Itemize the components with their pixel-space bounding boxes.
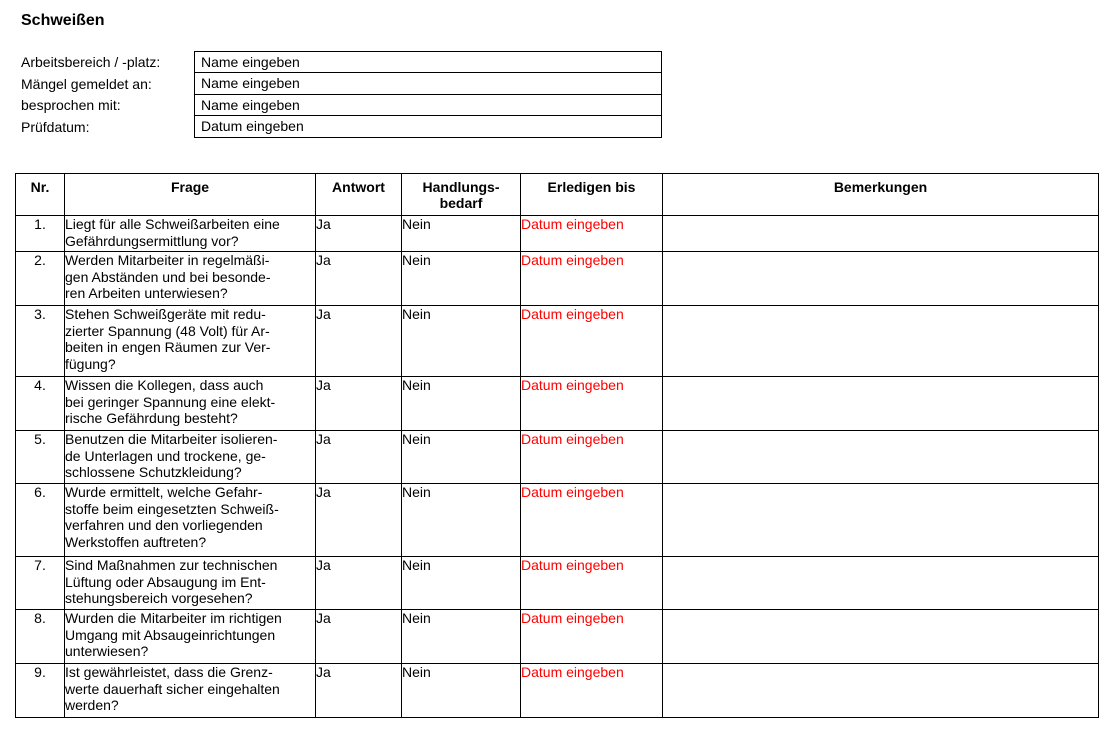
row-number: 5. bbox=[16, 431, 65, 484]
question-line: de Unterlagen und trockene, ge- bbox=[65, 447, 266, 464]
meta-label-maengel: Mängel gemeldet an: bbox=[21, 76, 152, 92]
question-line: verfahren und den vorliegenden bbox=[65, 517, 263, 533]
question-cell bbox=[65, 664, 316, 718]
question-line: Ist gewährleistet, dass die Grenz- bbox=[65, 664, 273, 680]
row-number: 7. bbox=[16, 557, 65, 610]
table-row bbox=[16, 216, 1099, 252]
remarks-field[interactable] bbox=[663, 252, 1099, 306]
question-line: Umgang mit Absaugeinrichtungen bbox=[65, 626, 276, 643]
row-number: 1. bbox=[16, 216, 65, 252]
maengel-gemeldet-field[interactable]: Name eingeben bbox=[194, 73, 662, 95]
answer-field[interactable]: Ja bbox=[316, 484, 402, 557]
question-line: beiten in engen Räumen zur Ver- bbox=[65, 339, 271, 355]
question-cell bbox=[65, 557, 316, 610]
question-line: Sind Maßnahmen zur technischen bbox=[65, 557, 278, 573]
answer-field[interactable]: Ja bbox=[316, 252, 402, 306]
question-cell bbox=[65, 377, 316, 431]
row-number: 2. bbox=[16, 252, 65, 306]
question-line: stoffe beim eingesetzten Schweiß- bbox=[65, 500, 279, 517]
table-row bbox=[16, 377, 1099, 431]
table-row bbox=[16, 252, 1099, 306]
action-needed-field[interactable]: Nein bbox=[402, 306, 521, 377]
due-date-field[interactable]: Datum eingeben bbox=[521, 377, 663, 431]
table-row bbox=[16, 557, 1099, 610]
table-header-row bbox=[16, 174, 1099, 216]
action-needed-field[interactable]: Nein bbox=[402, 664, 521, 718]
header-handlungsbedarf bbox=[402, 174, 521, 216]
besprochen-mit-field[interactable]: Name eingeben bbox=[194, 95, 662, 116]
due-date-field[interactable]: Datum eingeben bbox=[521, 664, 663, 718]
question-line: Liegt für alle Schweißarbeiten eine bbox=[65, 216, 280, 232]
action-needed-field[interactable]: Nein bbox=[402, 557, 521, 610]
row-number: 4. bbox=[16, 377, 65, 431]
question-line: werte dauerhaft sicher eingehalten bbox=[65, 680, 280, 697]
remarks-field[interactable] bbox=[663, 431, 1099, 484]
header-handlungsbedarf-line1: Handlungs- bbox=[422, 179, 500, 195]
question-line: stehungsbereich vorgesehen? bbox=[65, 590, 253, 606]
table-row bbox=[16, 664, 1099, 718]
due-date-field[interactable]: Datum eingeben bbox=[521, 557, 663, 610]
question-line: schlossene Schutzkleidung? bbox=[65, 464, 242, 480]
remarks-field[interactable] bbox=[663, 557, 1099, 610]
action-needed-field[interactable]: Nein bbox=[402, 377, 521, 431]
row-number: 6. bbox=[16, 484, 65, 557]
remarks-field[interactable] bbox=[663, 610, 1099, 664]
answer-field[interactable]: Ja bbox=[316, 664, 402, 718]
remarks-field[interactable] bbox=[663, 484, 1099, 557]
header-erledigen-bis: Erledigen bis bbox=[521, 174, 663, 216]
due-date-field[interactable]: Datum eingeben bbox=[521, 216, 663, 252]
remarks-field[interactable] bbox=[663, 664, 1099, 718]
answer-field[interactable]: Ja bbox=[316, 610, 402, 664]
question-line: bei geringer Spannung eine elekt- bbox=[65, 393, 276, 410]
answer-field[interactable]: Ja bbox=[316, 216, 402, 252]
question-line: fügung? bbox=[65, 355, 116, 372]
question-cell bbox=[65, 610, 316, 664]
question-cell bbox=[65, 252, 316, 306]
meta-label-arbeitsbereich: Arbeitsbereich / -platz: bbox=[21, 54, 161, 70]
answer-field[interactable]: Ja bbox=[316, 431, 402, 484]
remarks-field[interactable] bbox=[663, 377, 1099, 431]
action-needed-field[interactable]: Nein bbox=[402, 610, 521, 664]
table-row bbox=[16, 306, 1099, 377]
question-line: Wurde ermittelt, welche Gefahr- bbox=[65, 484, 263, 500]
answer-field[interactable]: Ja bbox=[316, 306, 402, 377]
question-line: ren Arbeiten unterwiesen? bbox=[65, 285, 228, 301]
question-cell bbox=[65, 484, 316, 557]
action-needed-field[interactable]: Nein bbox=[402, 252, 521, 306]
question-line: Werden Mitarbeiter in regelmäßi- bbox=[65, 252, 270, 268]
due-date-field[interactable]: Datum eingeben bbox=[521, 610, 663, 664]
question-line: werden? bbox=[65, 697, 119, 713]
due-date-field[interactable]: Datum eingeben bbox=[521, 431, 663, 484]
answer-field[interactable]: Ja bbox=[316, 377, 402, 431]
question-line: rische Gefährdung besteht? bbox=[65, 410, 238, 426]
header-bemerkungen: Bemerkungen bbox=[663, 174, 1099, 216]
header-antwort: Antwort bbox=[316, 174, 402, 216]
row-number: 3. bbox=[16, 306, 65, 377]
meta-label-besprochen: besprochen mit: bbox=[21, 97, 121, 113]
meta-label-pruefdatum: Prüfdatum: bbox=[21, 119, 90, 135]
row-number: 8. bbox=[16, 610, 65, 664]
table-row bbox=[16, 610, 1099, 664]
page-title: Schweißen bbox=[21, 12, 105, 29]
header-frage: Frage bbox=[65, 174, 316, 216]
checklist-table bbox=[15, 173, 1099, 718]
question-line: Stehen Schweißgeräte mit redu- bbox=[65, 306, 266, 322]
question-line: Lüftung oder Absaugung im Ent- bbox=[65, 573, 266, 590]
question-cell bbox=[65, 306, 316, 377]
header-nr: Nr. bbox=[16, 174, 65, 216]
arbeitsbereich-field[interactable]: Name eingeben bbox=[194, 51, 662, 73]
action-needed-field[interactable]: Nein bbox=[402, 431, 521, 484]
question-line: Benutzen die Mitarbeiter isolieren- bbox=[65, 431, 278, 447]
table-row bbox=[16, 484, 1099, 557]
row-number: 9. bbox=[16, 664, 65, 718]
question-line: Wurden die Mitarbeiter im richtigen bbox=[65, 610, 282, 626]
remarks-field[interactable] bbox=[663, 306, 1099, 377]
question-line: Werkstoffen auftreten? bbox=[65, 533, 207, 550]
due-date-field[interactable]: Datum eingeben bbox=[521, 484, 663, 557]
pruefdatum-field[interactable]: Datum eingeben bbox=[194, 116, 662, 138]
question-line: gen Abständen und bei besonde- bbox=[65, 268, 271, 285]
answer-field[interactable]: Ja bbox=[316, 557, 402, 610]
question-cell bbox=[65, 216, 316, 252]
question-line: Wissen die Kollegen, dass auch bbox=[65, 377, 264, 393]
question-line: Gefährdungsermittlung vor? bbox=[65, 232, 239, 249]
due-date-field[interactable]: Datum eingeben bbox=[521, 252, 663, 306]
due-date-field[interactable]: Datum eingeben bbox=[521, 306, 663, 377]
table-row bbox=[16, 431, 1099, 484]
header-handlungsbedarf-line2: bedarf bbox=[439, 195, 483, 211]
question-line: zierter Spannung (48 Volt) für Ar- bbox=[65, 322, 270, 339]
question-cell bbox=[65, 431, 316, 484]
question-line: unterwiesen? bbox=[65, 643, 149, 659]
action-needed-field[interactable]: Nein bbox=[402, 484, 521, 557]
remarks-field[interactable] bbox=[663, 216, 1099, 252]
action-needed-field[interactable]: Nein bbox=[402, 216, 521, 252]
